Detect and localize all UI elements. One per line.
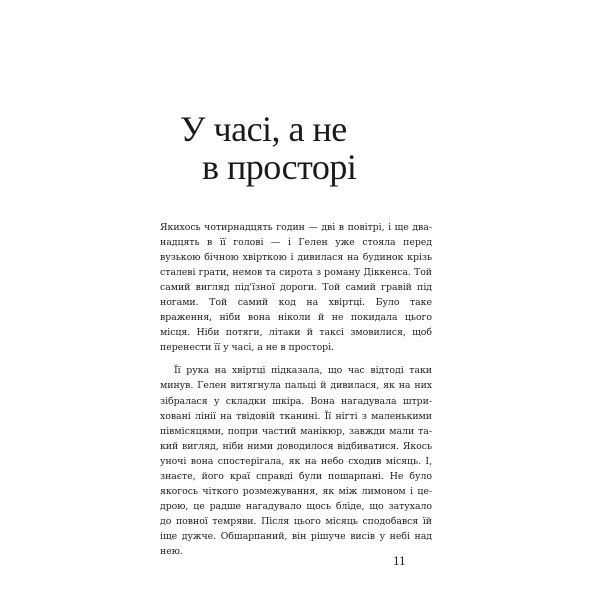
chapter-title-line-2: в просторі	[202, 147, 357, 187]
chapter-title-line-1: У часі, а не	[180, 109, 347, 149]
chapter-title	[180, 110, 380, 186]
paragraph: Її рука на хвіртці підказала, що час відтоді таки минув. Гелен витягнула пальці й дивилася, як на них зібралася у складки шкіра. Вона нагадувала штриховані лінії на твідовій тканині. Її нігті з маленькими півмісяцями, попри частий манікюр, завжди мали такий вигляд, ніби ними доводилося відбиватися. Якось уночі вона спостерігала, як на небо сходив місяць. І, знаєте, його краї справді були пошарпані. Не було якогось чіткого розмежування, як між лимоном і цедрою, це радше нагадувало щось бліде, що затухало до повної темряви. Після цього місяць сподобався їй іще дужче. Обшарпаний, він рішуче висів у небі над нею.	[160, 365, 432, 557]
paragraph: Якихось чотирнадцять годин — дві в повітрі, і ще дванадцять в її голові — і Гелен уже стояла перед вузькою бічною хвірткою і дивилася на будинок крізь сталеві грати, немов та сирота з роману Діккенса. Той самий вигляд під'їзної дороги. Той самий гравій під ногами. Той самий код на хвіртці. Було таке враження, ніби вона ніколи й не покидала цього місця. Ніби потяги, літаки й таксі змовилися, щоб перенести її у часі, а не в просторі.	[160, 222, 432, 354]
body-text	[160, 220, 432, 559]
page-number: 11	[393, 553, 406, 568]
